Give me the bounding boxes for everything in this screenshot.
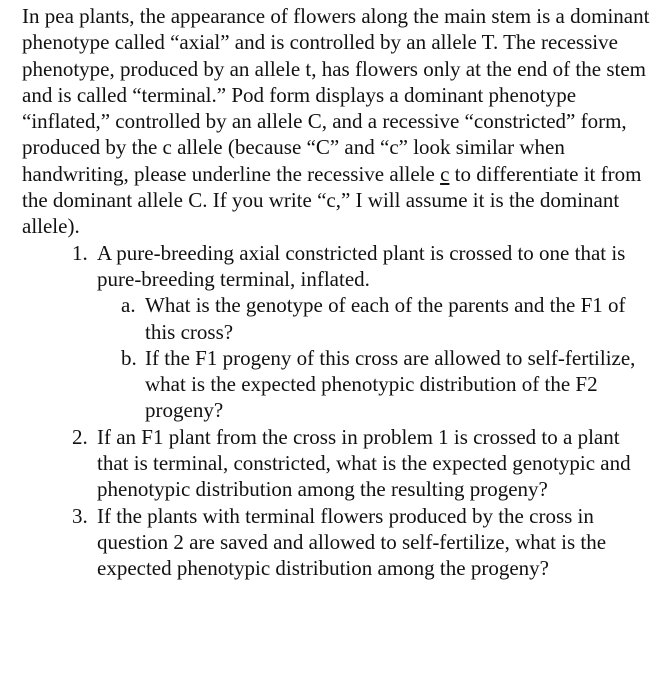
question-2	[72, 424, 656, 503]
question-3	[72, 503, 656, 582]
question-2-number: 2.	[72, 424, 88, 449]
question-1a-letter: a.	[121, 293, 136, 318]
question-1a	[121, 292, 656, 345]
question-1b	[121, 345, 656, 424]
question-1-text: A pure-breeding axial constricted plant is crossed to one that is pure-breeding terminal, inflated.	[97, 240, 626, 291]
question-2-text: If an F1 plant from the cross in problem 1 is crossed to a plant that is terminal, constricted, what is the expected genotypic and phenotypic distribution among the resulting progeny?	[97, 424, 631, 502]
underlined-recessive-allele: c	[440, 161, 450, 186]
question-1-number: 1.	[72, 240, 88, 265]
question-3-text: If the plants with terminal flowers produced by the cross in question 2 are saved and allowed to self-fertilize, what is the expected phenotypic distribution among the progeny?	[97, 503, 607, 581]
question-1	[72, 240, 656, 424]
intro-text-part-1: In pea plants, the appearance of flowers along the main stem is a dominant phenotype called “axial” and is controlled by an allele T. The recessive phenotype, produced by an allele t, has flowers only at the end of the stem and is called “terminal.” Pod form displays a dominant phenotype “inflated,” controlled by an allele C, and a recessive “constricted” form, produced by the c allele (because “C” and “c” look similar when handwriting, please underline the recessive allele	[22, 4, 650, 186]
question-1b-text: If the F1 progeny of this cross are allowed to self-fertilize, what is the expected phenotypic distribution of the F2 progeny?	[145, 345, 636, 423]
question-3-number: 3.	[72, 503, 88, 528]
intro-paragraph	[22, 3, 652, 240]
question-1a-text: What is the genotype of each of the parents and the F1 of this cross?	[145, 293, 626, 344]
intro-text-part-2: to differentiate it from the dominant allele C. If you write “c,” I will assume it is the dominant allele).	[22, 161, 642, 239]
question-1b-letter: b.	[121, 345, 137, 370]
